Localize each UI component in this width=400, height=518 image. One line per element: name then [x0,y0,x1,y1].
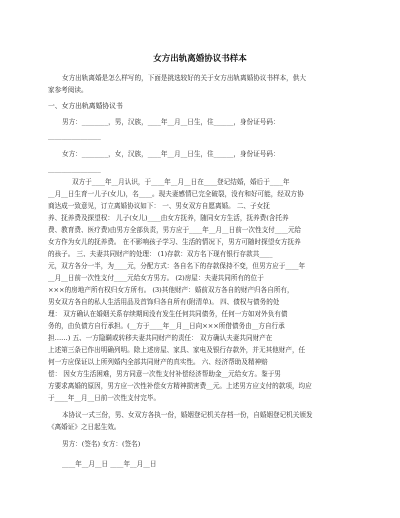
body-line: ×××的房地产所有权归女方所有。 (3)其他财产：婚前双方各自的财产归各自所有， [48,286,294,294]
body-line: 商达成一致意见，订立离婚协议如下： 一、男女双方自愿离婚。 二、子女抚 [48,202,270,210]
section-heading: 一、女方出轨离婚协议书 [48,102,123,110]
body-line: __月__日前一次性支付____元给女方男方。 (2)房屋：夫妻共同所有的位于 [48,274,264,282]
body-line: 理： 双方确认在婚姻关系存续期间没有发生任何共同债务，任何一方如对外负有债 [48,310,288,318]
body-line: 养、抚养费及探望权： 儿子(女儿)____由女方抚养，随同女方生活，抚养费(含托养 [48,214,289,222]
body-line: 男女双方各自的私人生活用品及首饰归各自所有(附清单)。 四、债权与债务的处 [48,298,280,306]
party-man-line: 男方：________，男，汉族，____年__月__日生，住______，身份证号码： [62,118,280,126]
party-man-line: ________________ [48,132,101,140]
signature-date-line: ____年__月__日 ____年__月__日 [62,460,157,468]
closing-line: 本协议一式三份，男、女双方各执一份，婚姻登记机关存档一份，自婚姻登记机关颁发 [62,411,313,419]
intro-line: 家参考阅读。 [48,86,88,94]
body-line: 元，双方各分一半，为____元，分配方式：各自名下的存款保持不变，但男方应于____年 [48,262,306,270]
body-line: 的孩子。 三、夫妻共同财产的处理： (1)存款：双方名下现有银行存款共____ [48,250,273,258]
party-woman-line: 女方：________，女，汉族，____年__月__日生，住______，身份证号码： [62,150,280,158]
body-line: 费、教育费、医疗费)由男方全部负责，男方应于____年__月__日前一次性支付____元给 [48,226,302,234]
body-line: 上述第三条已作出明确列明。除上述房屋、家具、家电及银行存款外，并无其他财产，任 [48,346,306,354]
closing-line: 《离婚证》之日起生效。 [48,423,121,431]
body-line: 务的，由负债方自行承担。(__方于____年__月__日向×××所借债务由__方自行承 [48,322,285,330]
body-line: 何一方应保证以上所列婚内全部共同财产的真实性。 六、经济帮助及精神赔 [48,358,268,366]
body-line: 偿： 因女方生活困难，男方同意一次性支付补偿经济帮助金__元给女方。鉴于男 [48,370,281,378]
body-line: 担……) 五、一方隐瞒或转移夫妻共同财产的责任： 双方确认夫妻共同财产在 [48,334,273,342]
document-title: 女方出轨离婚协议书样本 [153,54,247,64]
signature-line: 男方：(签名) 女方：(签名) [62,440,141,448]
party-woman-line: ________________ [48,165,101,173]
body-line: 双方于____年__月认识，于____年__月__日在____登记结婚，婚后于____年 [72,178,290,186]
body-line: 于____年__月__日前一次性支付完毕。 [48,394,161,402]
body-line: 方要求离婚的原因，男方应一次性补偿女方精神损害费__元。上述男方应支付的款项，均应 [48,382,312,390]
intro-line: 女方出轨离婚是怎么样写的，下面是挑选较好的关于女方出轨离婚协议书样本，供大 [62,74,306,82]
body-line: __月__日生育一儿子(女儿)，名____。现夫妻感情已完全破裂，没有和好可能，经双方协 [48,190,304,198]
body-line: 女方作为女儿的抚养费。 在不影响孩子学习、生活的情况下，男方可随时探望女方抚养 [48,238,301,246]
